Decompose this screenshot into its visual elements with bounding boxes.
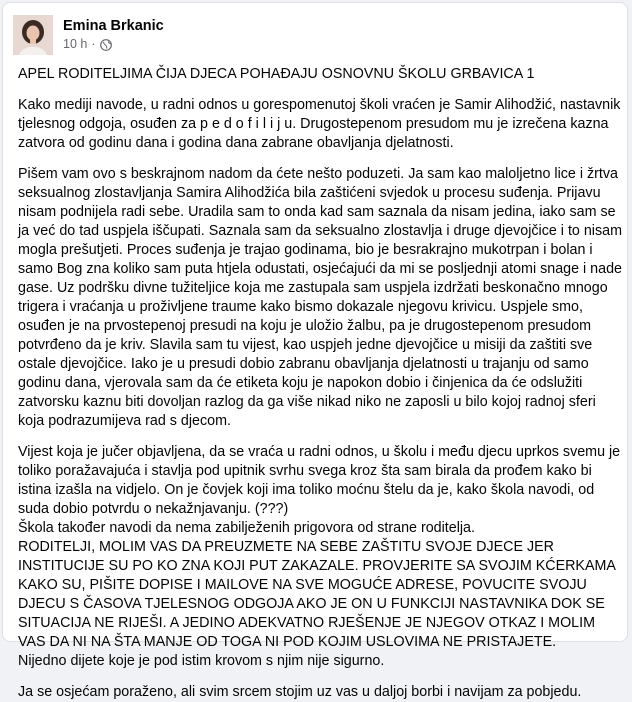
post-body xyxy=(18,65,624,702)
post-meta xyxy=(63,17,164,53)
globe-icon[interactable] xyxy=(100,39,112,51)
post-paragraph: Pišem vam ovo s beskrajnom nadom da ćete nešto poduzeti. Ja sam kao maloljetno lice i žrtva seksualnog zlostavljanja Samira Alihodžića bila zaštićeni svjedok u procesu suđenja. Prijavu nisam podnijela radi sebe. Uradila sam to onda kad sam saznala da nisam jedina, iako sam se ja već do tad uspjela iščupati. Saznala sam da seksualno zlostavlja i druge djevojčice i to nisam mogla prešutjeti. Proces suđenja je trajao godinama, bio je besrakrajno mukotrpan i bolan i samo Bog zna koliko sam puta htjela odustati, osjećajući da mi se posljednji atomi snage i nade gase. Uz podršku divne tužiteljice koja me zastupala sam uspjela izdržati beskonačno mnogo trigera i vraćanja u proživljene traume kako bismo dokazale njegovu krivicu. Uspjele smo, osuđen je na prvostepenoj presudi na koju je uložio žalbu, pa je drugostepenom presudom potvrđeno da je kriv. Slavila sam tu vijest, kao uspjeh jedne djevojčice u misiji da zaštiti sve ostale djevojčice. Iako je u presudi dobio zabranu obavljanja djelatnosti u trajanju od samo godinu dana, vjerovala sam da će etiketa koju je napokon dobio i činjenica da će odslužiti zatvorsku kaznu biti dovoljan razlog da ga više nikad niko ne zaposli u bilo kojoj radnoj sferi koja podrazumijeva rad s djecom. xyxy=(18,166,622,429)
author-name[interactable]: Emina Brkanic xyxy=(63,18,164,34)
post-paragraph: Vijest koja je jučer objavljena, da se vraća u radni odnos, u školu i među djecu uprkos svemu je toliko poražavajuća i stavlja pod upitnik svrhu svega kroz šta sam birala da prođem kako bi istina izašla na vidjelo. On je čovjek koji ima toliko moćnu štelu da je, kako škola navodi, od suda dobio potvrdu o nekažnjavanju. (???) Škola također navodi da nema zabilježenih prigovora od strane roditelja. RODITELJI, MOLIM VAS DA PREUZMETE NA SEBE ZAŠTITU SVOJE DJECE JER INSTITUCIJE SU PO KO ZNA KOJI PUT ZAKAZALE. PROVJERITE SA SVOJIM KĆERKAMA KAKO SU, PIŠITE DOPISE I MAILOVE NA SVE MOGUĆE ADRESE, POVUCITE SVOJU DJECU S ČASOVA TJELESNOG ODGOJA AKO JE ON U FUNKCIJI NASTAVNIKA DOK SE SITUACIJA NE RIJEŠI. A JEDINO ADEKVATNO RJEŠENJE JE NJEGOV OTKAZ I MOLIM VAS DA NI NA ŠTA MANJE OD TOGA NI POD KOJIM USLOVIMA NE PRISTAJETE. Nijedno dijete koje je pod istim krovom s njim nije sigurno. xyxy=(18,444,621,669)
post-paragraph: Kako mediji navode, u radni odnos u gorespomenutoj školi vraćen je Samir Alihodžić, nastavnik tjelesnog odgoja, osuđen za p e d o f i l i j u. Drugostepenom presudom mu je izrečena kazna zatvora od godinu dana i godina dana zabrane obavljanja djelatnosti. xyxy=(18,97,621,151)
post-card xyxy=(2,2,628,700)
avatar[interactable] xyxy=(13,15,53,55)
avatar-photo-icon xyxy=(13,15,53,55)
post-subline xyxy=(63,36,164,53)
post-paragraph: Ja se osjećam poraženo, ali svim srcem stojim uz vas u daljoj borbi i navijam za pobjedu. xyxy=(18,684,582,700)
post-time[interactable]: 10 h xyxy=(63,37,88,51)
separator-dot: · xyxy=(91,37,96,51)
post-title: APEL RODITELJIMA ČIJA DJECA POHAĐAJU OSNOVNU ŠKOLU GRBAVICA 1 xyxy=(18,66,535,82)
post-header xyxy=(13,13,164,57)
